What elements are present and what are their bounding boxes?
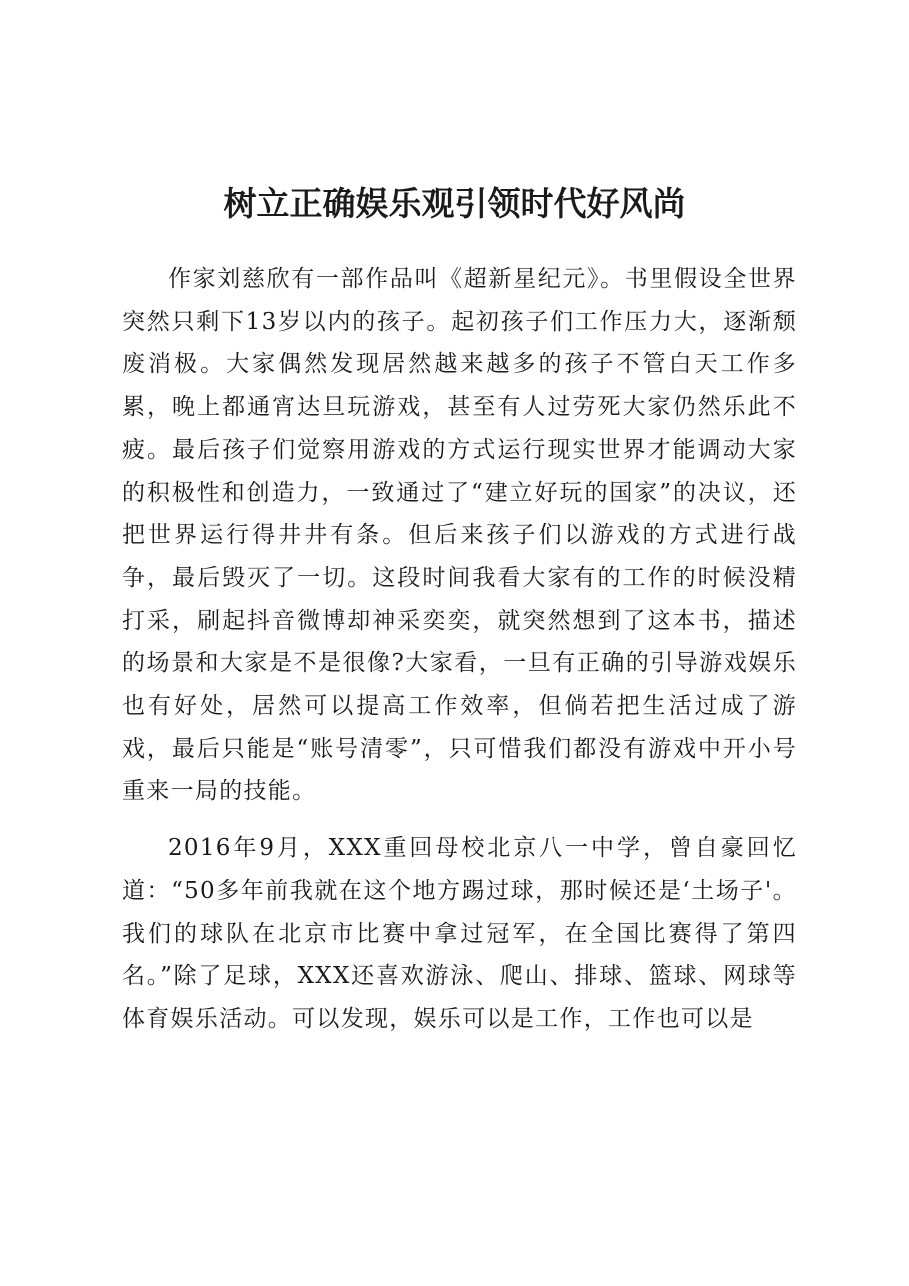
- document-title: 树立正确娱乐观引领时代好风尚: [223, 184, 686, 223]
- paragraph-2: 2016年9月，XXX重回母校北京八一中学，曾自豪回忆道：“50多年前我就在这个地方踢过球，那时候还是‘土场子'。我们的球队在北京市比赛中拿过冠军，在全国比赛得了第四名。”除了足球，XXX还喜欢游泳、爬山、排球、篮球、网球等体育娱乐活动。可以发现，娱乐可以是工作，工作也可以是: [122, 835, 797, 1032]
- paragraph-1: 作家刘慈欣有一部作品叫《超新星纪元》。书里假设全世界突然只剩下13岁以内的孩子。起初孩子们工作压力大，逐渐颓废消极。大家偶然发现居然越来越多的孩子不管白天工作多累，晚上都通宵达旦玩游戏，甚至有人过劳死大家仍然乐此不疲。最后孩子们觉察用游戏的方式运行现实世界才能调动大家的积极性和创造力，一致通过了“建立好玩的国家”的决议，还把世界运行得井井有条。但后来孩子们以游戏的方式进行战争，最后毁灭了一切。这段时间我看大家有的工作的时候没精打采，刷起抖音微博却神采奕奕，就突然想到了这本书，描述的场景和大家是不是很像?大家看，一旦有正确的引导游戏娱乐也有好处，居然可以提高工作效率，但倘若把生活过成了游戏，最后只能是“账号清零”，只可惜我们都没有游戏中开小号重来一局的技能。: [122, 266, 797, 805]
- document-body: [122, 258, 797, 1041]
